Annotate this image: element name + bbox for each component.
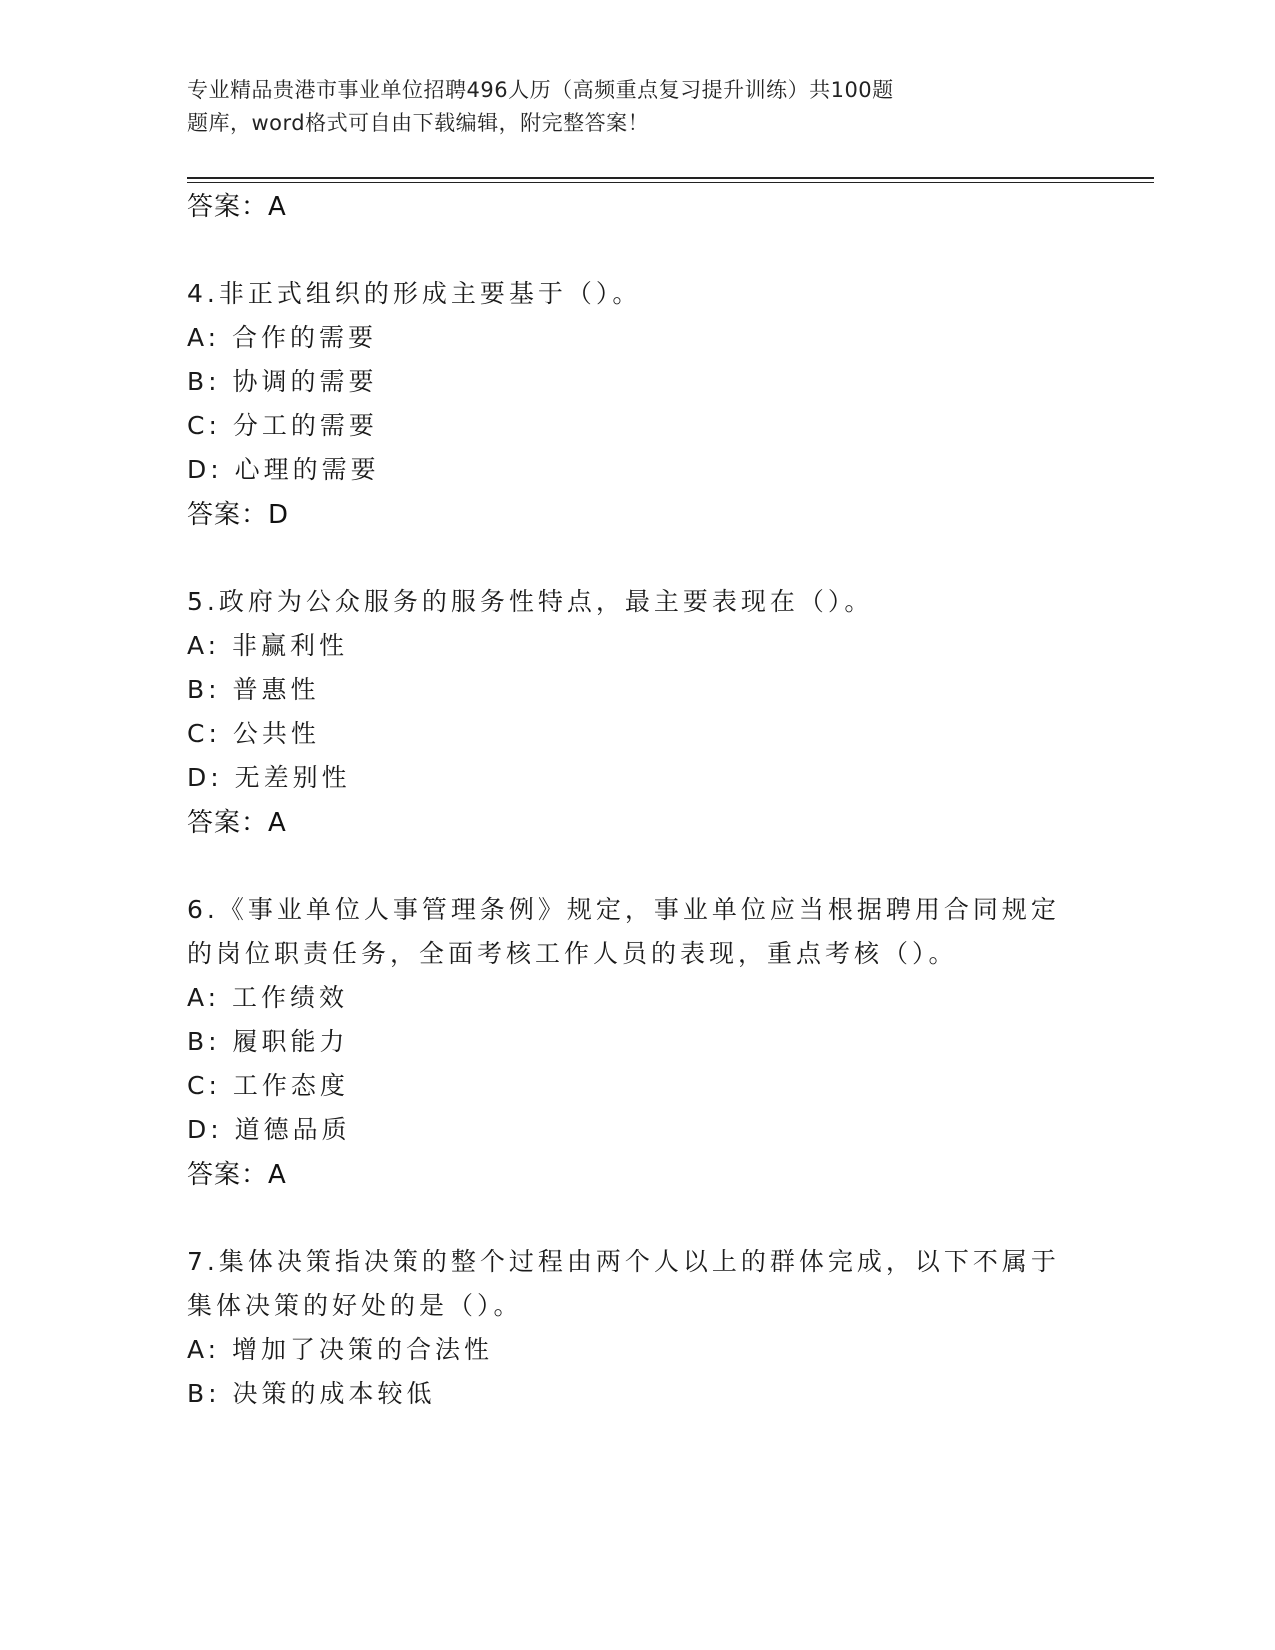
- question-4-option-a: A: 合作的需要: [187, 323, 378, 352]
- header-rule-thick: [187, 177, 1154, 179]
- question-5-answer: 答案：A: [187, 808, 287, 838]
- question-5-option-d: D: 无差别性: [187, 763, 351, 792]
- question-5-option-c: C: 公共性: [187, 719, 320, 748]
- question-6-stem-line-1: 6.《事业单位人事管理条例》规定，事业单位应当根据聘用合同规定: [187, 895, 1060, 924]
- question-6-stem-line-2: 的岗位职责任务，全面考核工作人员的表现，重点考核（）。: [187, 939, 958, 968]
- question-6-option-b: B: 履职能力: [187, 1027, 349, 1056]
- question-4-option-c: C: 分工的需要: [187, 411, 378, 440]
- question-4-option-b: B: 协调的需要: [187, 367, 378, 396]
- header-rule-thin: [187, 182, 1154, 183]
- question-5-option-a: A: 非赢利性: [187, 631, 349, 660]
- document-header: [187, 74, 1047, 140]
- header-line-1: 专业精品贵港市事业单位招聘496人历（高频重点复习提升训练）共100题: [187, 78, 894, 102]
- previous-answer: 答案：A: [187, 192, 287, 222]
- question-7-stem-line-1: 7.集体决策指决策的整个过程由两个人以上的群体完成，以下不属于: [187, 1247, 1060, 1276]
- question-4-answer: 答案：D: [187, 500, 290, 530]
- question-6-option-d: D: 道德品质: [187, 1115, 351, 1144]
- question-7-stem-line-2: 集体决策的好处的是（）。: [187, 1291, 523, 1320]
- question-7-option-a: A: 增加了决策的合法性: [187, 1335, 494, 1364]
- question-4-option-d: D: 心理的需要: [187, 455, 380, 484]
- question-6-option-c: C: 工作态度: [187, 1071, 349, 1100]
- header-line-2: 题库，word格式可自由下载编辑，附完整答案！: [187, 111, 650, 135]
- question-5-option-b: B: 普惠性: [187, 675, 320, 704]
- question-7-option-b: B: 决策的成本较低: [187, 1379, 436, 1408]
- question-4-stem: 4.非正式组织的形成主要基于（）。: [187, 279, 642, 308]
- question-5-stem: 5.政府为公众服务的服务性特点，最主要表现在（）。: [187, 587, 874, 616]
- question-6-option-a: A: 工作绩效: [187, 983, 349, 1012]
- question-6-answer: 答案：A: [187, 1160, 287, 1190]
